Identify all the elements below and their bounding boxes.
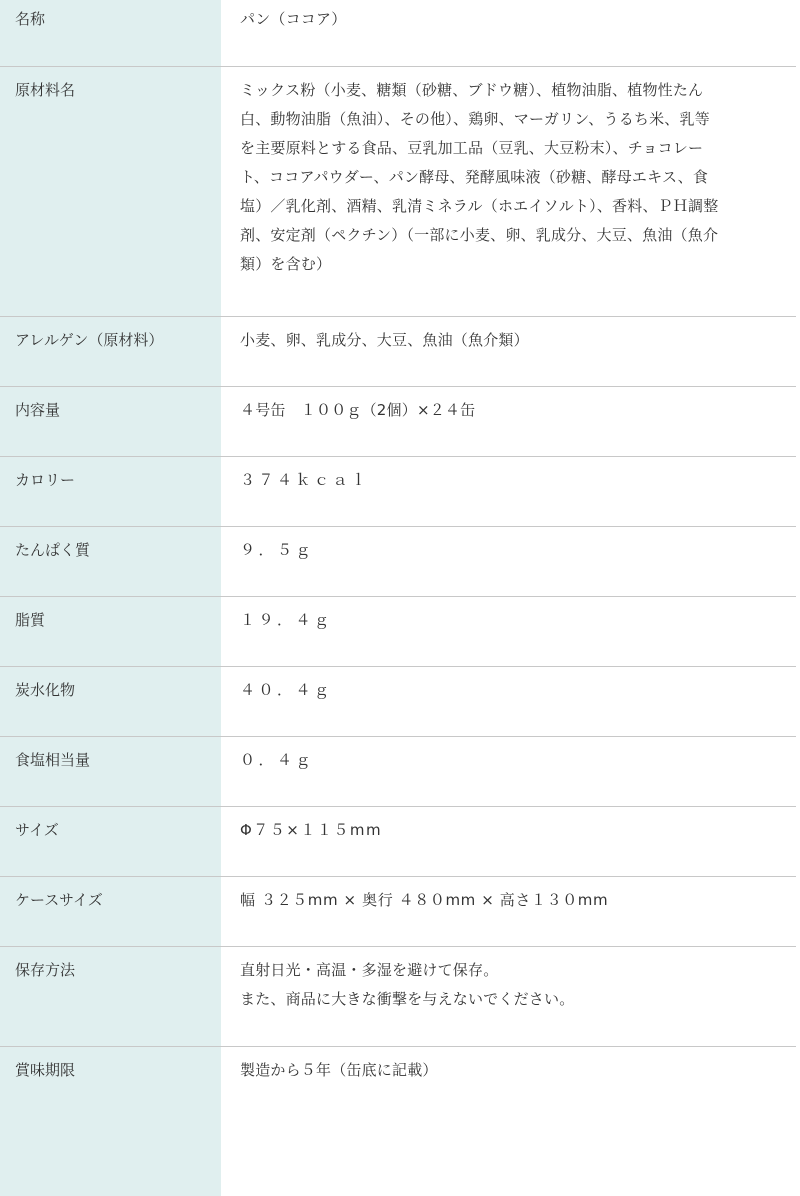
spec-label: 炭水化物 [15, 681, 76, 699]
spec-label: アレルゲン（原材料） [15, 331, 164, 349]
spec-row-calories [0, 457, 796, 527]
spec-value-line: また、商品に大きな衝撃を与えないでください。 [240, 990, 575, 1008]
spec-label: 食塩相当量 [15, 751, 91, 769]
spec-value: ミックス粉（小麦、糖類（砂糖、ブドウ糖）、植物油脂、植物性たん白、動物油脂（魚油）、その他）、鶏卵、マーガリン、うるち米、乳等を主要原料とする食品、豆乳加工品（豆乳、大豆粉末）、チョコレート、ココアパウダー、パン酵母、発酵風味液（砂糖、酵母エキス、食塩）／乳化剤、酒精、乳清ミネラル（ホエイソルト）、香料、ＰＨ調整剤、安定剤（ペクチン）（一部に小麦、卵、乳成分、大豆、魚油（魚介類）を含む） [240, 81, 719, 273]
spec-value: パン（ココア） [240, 10, 347, 28]
spec-row-storage [0, 947, 796, 1047]
spec-row-best-before [0, 1047, 796, 1196]
spec-value: ４０．４ｇ [240, 681, 333, 699]
spec-row-protein [0, 527, 796, 597]
spec-row-carbohydrates [0, 667, 796, 737]
spec-value: ４号缶 １００ｇ（2個）×２４缶 [240, 401, 476, 419]
spec-label: ケースサイズ [15, 891, 103, 909]
spec-label: 脂質 [15, 611, 46, 629]
spec-label: 内容量 [15, 401, 61, 419]
spec-row-name [0, 0, 796, 67]
spec-row-size [0, 807, 796, 877]
spec-label: 保存方法 [15, 961, 76, 979]
spec-row-allergens [0, 317, 796, 387]
spec-row-case-size [0, 877, 796, 947]
spec-label: 名称 [15, 10, 46, 28]
spec-value-line: 直射日光・高温・多湿を避けて保存。 [240, 961, 499, 979]
spec-value: 小麦、卵、乳成分、大豆、魚油（魚介類） [240, 331, 529, 349]
spec-label: サイズ [15, 821, 59, 839]
spec-row-ingredients [0, 67, 796, 317]
spec-label: カロリー [15, 471, 76, 489]
spec-value [240, 956, 720, 1014]
spec-row-fat [0, 597, 796, 667]
spec-label: 原材料名 [15, 81, 76, 99]
spec-value: ９．５ｇ [240, 541, 315, 559]
spec-value: 幅 ３２５mm × 奥行 ４８０mm × 高さ１３０mm [240, 891, 609, 909]
spec-row-content-amount [0, 387, 796, 457]
spec-value: ０．４ｇ [240, 751, 315, 769]
spec-value: Φ７５×１１５mm [240, 821, 383, 839]
spec-row-salt [0, 737, 796, 807]
spec-value: ３７４ｋｃａｌ [240, 471, 370, 489]
spec-value: １９．４ｇ [240, 611, 333, 629]
spec-label: 賞味期限 [15, 1061, 76, 1079]
spec-label: たんぱく質 [15, 541, 91, 559]
spec-value: 製造から５年（缶底に記載） [240, 1061, 438, 1079]
